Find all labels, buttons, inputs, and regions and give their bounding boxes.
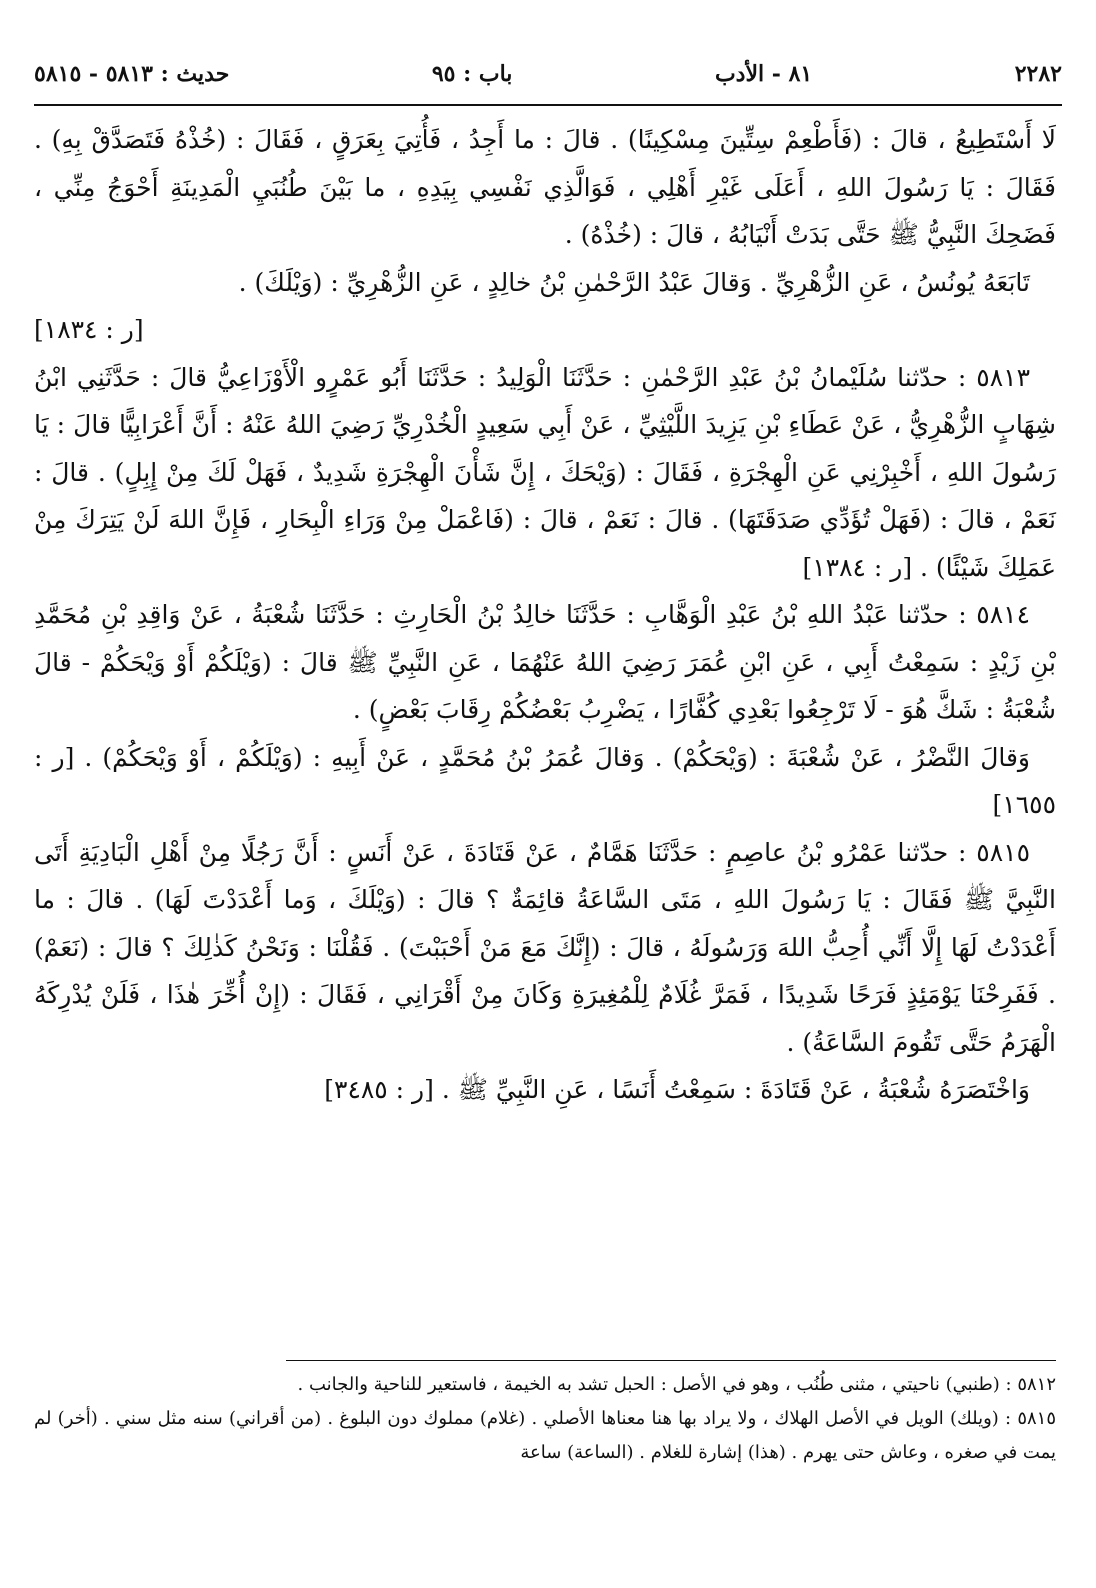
page-number: ٢٢٨٢ xyxy=(1014,61,1062,87)
paragraph: لَا أَسْتَطِيعُ ، قالَ : (فَأَطْعِمْ سِتِّينَ مِسْكِينًا) . قالَ : ما أَجِدُ ، فَأُتِيَ بِعَرَقٍ ، فَقَالَ : (خُذْهُ فَتَصَدَّقْ بِهِ) . فَقَالَ : يَا رَسُولَ اللهِ ، أَعَلَى غَيْرِ أَهْلِي ، فَوَالَّذِي نَفْسِي بِيَدِهِ ، ما بَيْنَ طُنُبَيِ الْمَدِينَةِ أَحْوَجُ مِنِّي ، فَضَحِكَ النَّبِيُّ ﷺ حَتَّى بَدَتْ أَنْيَابُهُ ، قالَ : (خُذْهُ) . xyxy=(34,125,1056,249)
reference: [ر : ١٨٣٤] xyxy=(34,315,144,344)
hadith-5815: ٥٨١٥ : حدّثنا عَمْرُو بْنُ عاصِمٍ : حَدَّثَنَا هَمَّامٌ ، عَنْ قَتَادَةَ ، عَنْ أَنَسٍ : أَنَّ رَجُلًا مِنْ أَهْلِ الْبَادِيَةِ أَتَى النَّبِيَّ ﷺ فَقَالَ : يَا رَسُولَ اللهِ ، مَتَى السَّاعَةُ قائِمَةٌ ؟ قالَ : (وَيْلَكَ ، وَما أَعْدَدْتَ لَهَا) . قالَ : ما أَعْدَدْتُ لَهَا إِلَّا أَنِّي أُحِبُّ اللهَ وَرَسُولَهُ ، قالَ : (إِنَّكَ مَعَ مَنْ أَحْبَبْتَ) . فَقُلْنَا : وَنَحْنُ كَذٰلِكَ ؟ قالَ : (نَعَمْ) . فَفَرِحْنَا يَوْمَئِذٍ فَرَحًا شَدِيدًا ، فَمَرَّ غُلَامٌ لِلْمُغِيرَةِ وَكَانَ مِنْ أَقْرَانِي ، فَقَالَ : (إِنْ أُخِّرَ هٰذَا ، فَلَنْ يُدْرِكَهُ الْهَرَمُ حَتَّى تَقُومَ السَّاعَةُ) . xyxy=(34,837,1056,1057)
footnotes xyxy=(34,1368,1056,1470)
footnote-rule xyxy=(286,1360,1056,1361)
book-title: ٨١ - الأدب xyxy=(714,61,813,87)
main-text xyxy=(34,116,1056,1114)
footnote: ٥٨١٢ : (طنبي) ناحيتي ، مثنى طُنُب ، وهو في الأصل : الحبل تشد به الخيمة ، فاستعير للناحية والجانب . xyxy=(297,1374,1056,1395)
paragraph: وَقالَ النَّضْرُ ، عَنْ شُعْبَةَ : (وَيْحَكُمْ) . وَقالَ عُمَرُ بْنُ مُحَمَّدٍ ، عَنْ أَبِيهِ : (وَيْلَكُمْ ، أَوْ وَيْحَكُمْ) . [ر : ١٦٥٥] xyxy=(34,742,1056,819)
chapter-label: باب : ٩٥ xyxy=(431,61,513,87)
hadith-range: حديث : ٥٨١٣ - ٥٨١٥ xyxy=(34,61,230,87)
paragraph: وَاخْتَصَرَهُ شُعْبَةُ ، عَنْ قَتَادَةَ : سَمِعْتُ أَنَسًا ، عَنِ النَّبِيِّ ﷺ . [ر : ٣٤٨٥] xyxy=(324,1075,1030,1104)
hadith-5814: ٥٨١٤ : حدّثنا عَبْدُ اللهِ بْنُ عَبْدِ الْوَهَّابِ : حَدَّثَنَا خالِدُ بْنُ الْحَارِثِ : حَدَّثَنَا شُعْبَةُ ، عَنْ وَاقِدِ بْنِ مُحَمَّدِ بْنِ زَيْدٍ : سَمِعْتُ أَبِي ، عَنِ ابْنِ عُمَرَ رَضِيَ اللهُ عَنْهُمَا ، عَنِ النَّبِيِّ ﷺ قالَ : (وَيْلَكُمْ أَوْ وَيْحَكُمْ - قالَ شُعْبَةُ : شَكَّ هُوَ - لَا تَرْجِعُوا بَعْدِي كُفَّارًا ، يَضْرِبُ بَعْضُكُمْ رِقَابَ بَعْضٍ) . xyxy=(34,600,1056,724)
hadith-5813: ٥٨١٣ : حدّثنا سُلَيْمانُ بْنُ عَبْدِ الرَّحْمٰنِ : حَدَّثَنَا الْوَلِيدُ : حَدَّثَنَا أَبُو عَمْرٍو الْأَوْزَاعِيُّ قالَ : حَدَّثَنِي ابْنُ شِهَابٍ الزُّهْرِيُّ ، عَنْ عَطَاءِ بْنِ يَزِيدَ اللَّيْثِيِّ ، عَنْ أَبِي سَعِيدٍ الْخُدْرِيِّ رَضِيَ اللهُ عَنْهُ : أَنَّ أَعْرَابِيًّا قالَ : يَا رَسُولَ اللهِ ، أَخْبِرْنِي عَنِ الْهِجْرَةِ ، فَقَالَ : (وَيْحَكَ ، إِنَّ شَأْنَ الْهِجْرَةِ شَدِيدٌ ، فَهَلْ لَكَ مِنْ إِبِلٍ) . قالَ : نَعَمْ ، قالَ : (فَهَلْ تُؤَدِّي صَدَقَتَهَا) . قالَ : نَعَمْ ، قالَ : (فَاعْمَلْ مِنْ وَرَاءِ الْبِحَارِ ، فَإِنَّ اللهَ لَنْ يَتِرَكَ مِنْ عَمَلِكَ شَيْئًا) . [ر : ١٣٨٤] xyxy=(34,362,1056,582)
footnote: ٥٨١٥ : (ويلك) الويل في الأصل الهلاك ، ولا يراد بها هنا معناها الأصلي . (غلام) مملوك دون البلوغ . (من أقراني) سنه مثل سني . (أخر) لم يمت في صغره ، وعاش حتى يهرم . (هذا) إشارة للغلام . (الساعة) ساعة xyxy=(34,1408,1056,1463)
paragraph: تَابَعَهُ يُونُسُ ، عَنِ الزُّهْرِيِّ . وَقالَ عَبْدُ الرَّحْمٰنِ بْنُ خالِدٍ ، عَنِ الزُّهْرِيِّ : (وَيْلَكَ) . [ر : ١٨٣٤] xyxy=(34,259,1056,354)
header-rule xyxy=(34,104,1062,106)
running-header xyxy=(34,56,1062,92)
